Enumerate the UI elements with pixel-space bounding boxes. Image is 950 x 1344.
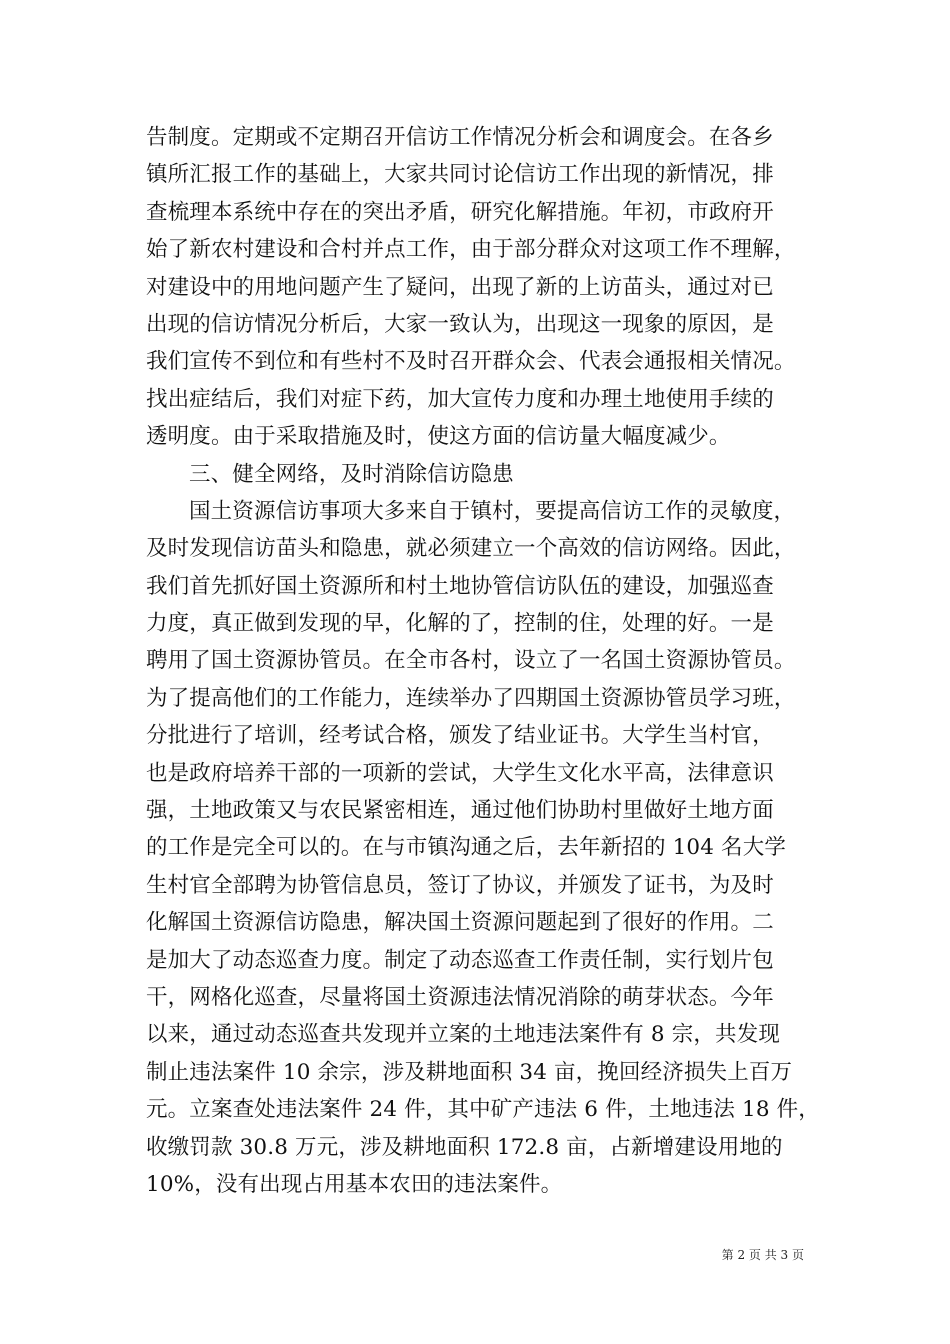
text-line: 查梳理本系统中存在的突出矛盾，研究化解措施。年初，市政府开 [146,199,774,225]
page-number: 第 2 页 共 3 页 [721,1248,804,1262]
text-line: 以来，通过动态巡查共发现并立案的土地违法案件有 8 宗，共发现 [146,1022,781,1048]
text-line: 始了新农村建设和合村并点工作，由于部分群众对这项工作不理解， [146,237,796,263]
text-line: 国土资源信访事项大多来自于镇村，要提高信访工作的灵敏度， [189,498,796,524]
text-line: 对建设中的用地问题产生了疑问，出现了新的上访苗头，通过对已 [146,274,774,300]
text-line: 收缴罚款 30.8 万元，涉及耕地面积 172.8 亩，占新增建设用地的 [146,1134,783,1160]
text-line: 透明度。由于采取措施及时，使这方面的信访量大幅度减少。 [146,424,731,450]
text-line: 的工作是完全可以的。在与市镇沟通之后，去年新招的 104 名大学 [146,835,787,861]
text-line: 出现的信访情况分析后，大家一致认为，出现这一现象的原因，是 [146,311,774,337]
text-line: 我们宣传不到位和有些村不及时召开群众会、代表会通报相关情况。 [146,349,796,375]
text-line: 聘用了国土资源协管员。在全市各村，设立了一名国土资源协管员。 [146,648,796,674]
text-line: 分批进行了培训，经考试合格，颁发了结业证书。大学生当村官， [146,723,774,749]
text-line: 强，土地政策又与农民紧密相连，通过他们协助村里做好土地方面 [146,798,774,824]
text-line: 镇所汇报工作的基础上，大家共同讨论信访工作出现的新情况，排 [146,162,774,188]
text-line: 我们首先抓好国土资源所和村土地协管信访队伍的建设，加强巡查 [146,573,774,599]
text-line: 告制度。定期或不定期召开信访工作情况分析会和调度会。在各乡 [146,125,774,150]
document-body [146,119,820,1203]
text-line: 及时发现信访苗头和隐患，就必须建立一个高效的信访网络。因此， [146,536,796,562]
text-line: 找出症结后，我们对症下药，加大宣传力度和办理土地使用手续的 [146,386,774,412]
text-line: 力度，真正做到发现的早，化解的了，控制的住，处理的好。一是 [146,611,774,637]
text-line: 为了提高他们的工作能力，连续举办了四期国土资源协管员学习班， [146,685,796,711]
text-line: 化解国土资源信访隐患，解决国土资源问题起到了很好的作用。二 [146,910,774,936]
text-line: 是加大了动态巡查力度。制定了动态巡查工作责任制，实行划片包 [146,947,774,973]
text-line: 干，网格化巡查，尽量将国土资源违法情况消除的萌芽状态。今年 [146,984,774,1010]
section-heading: 三、健全网络，及时消除信访隐患 [189,461,514,487]
text-line: 也是政府培养干部的一项新的尝试，大学生文化水平高，法律意识 [146,760,774,786]
text-line: 制止违法案件 10 余宗，涉及耕地面积 34 亩，挽回经济损失上百万 [146,1059,793,1085]
text-line: 生村官全部聘为协管信息员，签订了协议，并颁发了证书，为及时 [146,872,774,898]
text-line: 元。立案查处违法案件 24 件，其中矿产违法 6 件，土地违法 18 件， [146,1097,820,1123]
text-line: 10%，没有出现占用基本农田的违法案件。 [146,1171,563,1197]
